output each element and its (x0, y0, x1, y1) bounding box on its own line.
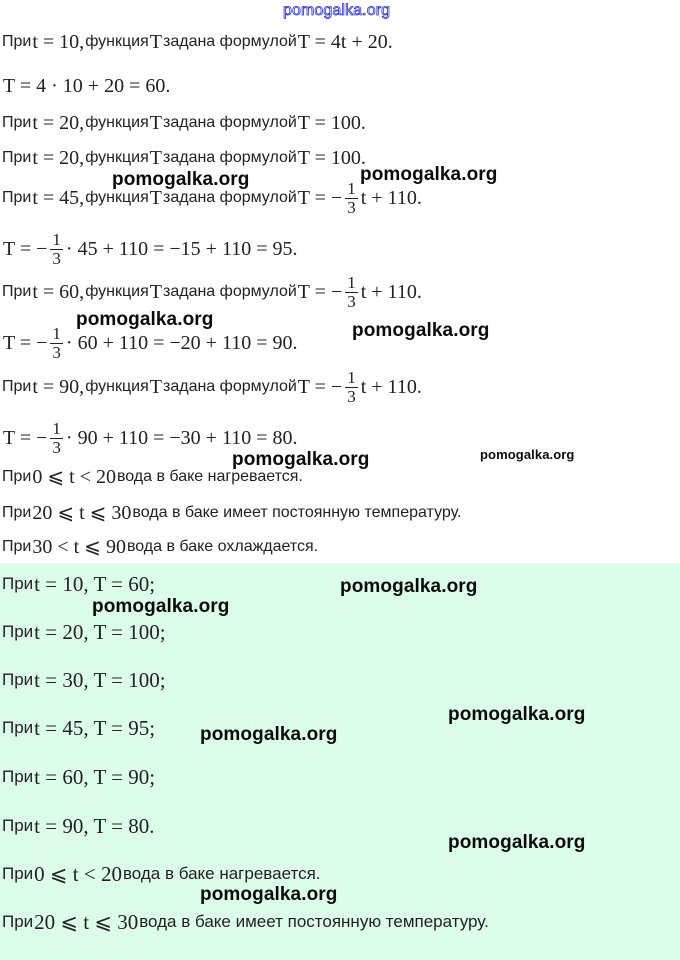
formula: 0 ⩽ t < 20 (34, 862, 122, 886)
text: вода в баке имеет постоянную температуру. (132, 504, 462, 521)
watermark: pomogalka.org (200, 884, 338, 905)
formula: T = − (3, 427, 48, 449)
text: задана формулой (163, 149, 297, 166)
numerator: 1 (52, 418, 61, 438)
solution-line-12 (2, 503, 461, 523)
formula: T = − (3, 332, 48, 354)
solution-line-9 (2, 367, 423, 407)
formula: T (149, 31, 162, 53)
text: При (2, 622, 34, 641)
text: задана формулой (163, 283, 297, 300)
watermark-top: pomogalka.org (283, 2, 391, 19)
formula: t = 30, T = 100; (34, 668, 166, 692)
denominator: 3 (52, 248, 61, 268)
text: При (2, 468, 32, 485)
numerator: 1 (347, 272, 356, 292)
solution-line-4 (2, 148, 367, 168)
formula: t = 10, (32, 31, 85, 53)
text: вода в баке имеет постоянную температуру. (139, 912, 489, 931)
fraction (50, 325, 63, 362)
answer-line-6 (2, 816, 156, 836)
watermark: pomogalka.org (340, 576, 478, 597)
numerator: 1 (52, 323, 61, 343)
formula: T = − (297, 187, 343, 209)
formula: t = 20, T = 100; (34, 620, 166, 644)
formula: T = − (297, 376, 343, 398)
text: функция (85, 189, 149, 206)
fraction (50, 231, 63, 268)
text: При (2, 504, 32, 521)
formula: t = 10, T = 60; (34, 572, 156, 596)
formula: T = 4 · 10 + 20 = 60. (3, 75, 171, 97)
formula: t + 110. (360, 281, 422, 303)
text: При (2, 574, 34, 593)
formula: T (149, 147, 162, 169)
text: функция (85, 33, 149, 50)
watermark: pomogalka.org (360, 164, 498, 185)
watermark: pomogalka.org (448, 704, 586, 725)
formula: · 60 + 110 = −20 + 110 = 90. (65, 332, 298, 354)
text: При (2, 816, 34, 835)
text: задана формулой (163, 378, 297, 395)
formula: T (149, 376, 162, 398)
formula: t = 45, (32, 187, 85, 209)
formula: T = 4t + 20. (297, 31, 393, 53)
formula: T = 100. (297, 147, 366, 169)
solution-line-6 (2, 229, 299, 269)
text: функция (85, 149, 149, 166)
text: При (2, 912, 34, 931)
watermark: pomogalka.org (92, 596, 230, 617)
denominator: 3 (347, 291, 356, 311)
text: При (2, 149, 32, 166)
answer-line-7 (2, 864, 321, 884)
formula: 20 ⩽ t ⩽ 30 (32, 502, 132, 524)
watermark: pomogalka.org (352, 320, 490, 341)
watermark: pomogalka.org (232, 449, 370, 470)
numerator: 1 (347, 178, 356, 198)
formula: · 45 + 110 = −15 + 110 = 95. (65, 238, 298, 260)
denominator: 3 (347, 197, 356, 217)
formula: t = 60, (32, 281, 85, 303)
watermark: pomogalka.org (480, 447, 575, 462)
text: При (2, 114, 32, 131)
formula: T = − (297, 281, 343, 303)
answer-line-3 (2, 670, 167, 690)
formula: t + 110. (360, 376, 422, 398)
formula: t = 90, T = 80. (34, 814, 155, 838)
text: При (2, 670, 34, 689)
solution-line-13 (2, 537, 318, 557)
formula: T (149, 187, 162, 209)
formula: T (149, 281, 162, 303)
solution-line-7 (2, 272, 423, 312)
formula: 20 ⩽ t ⩽ 30 (34, 910, 139, 934)
formula: t = 45, T = 95; (34, 716, 156, 740)
denominator: 3 (347, 386, 356, 406)
fraction (345, 274, 358, 311)
text: задана формулой (163, 189, 297, 206)
fraction (345, 180, 358, 217)
formula: T (149, 112, 162, 134)
text: При (2, 864, 34, 883)
text: задана формулой (163, 33, 297, 50)
text: задана формулой (163, 114, 297, 131)
numerator: 1 (347, 367, 356, 387)
solution-line-3 (2, 113, 367, 133)
formula: t = 20, (32, 147, 85, 169)
text: функция (85, 378, 149, 395)
solution-line-2 (2, 76, 171, 96)
numerator: 1 (52, 229, 61, 249)
answer-line-5 (2, 767, 156, 787)
answer-line-1 (2, 574, 156, 594)
denominator: 3 (52, 437, 61, 457)
fraction (50, 420, 63, 457)
formula: t = 20, (32, 112, 85, 134)
formula: 0 ⩽ t < 20 (32, 466, 116, 488)
formula: t = 90, (32, 376, 85, 398)
text: При (2, 378, 32, 395)
denominator: 3 (52, 342, 61, 362)
text: При (2, 283, 32, 300)
formula: T = 100. (297, 112, 366, 134)
watermark: pomogalka.org (112, 169, 250, 190)
text: функция (85, 283, 149, 300)
text: При (2, 538, 32, 555)
text: функция (85, 114, 149, 131)
text: При (2, 718, 34, 737)
fraction (345, 369, 358, 406)
solution-line-1 (2, 32, 394, 52)
formula: 30 < t ⩽ 90 (32, 536, 126, 558)
text: При (2, 767, 34, 786)
formula: t + 110. (360, 187, 422, 209)
watermark: pomogalka.org (76, 309, 214, 330)
formula: T = − (3, 238, 48, 260)
watermark: pomogalka.org (200, 724, 338, 745)
text: вода в баке нагревается. (122, 864, 321, 883)
formula: · 90 + 110 = −30 + 110 = 80. (65, 427, 298, 449)
answer-line-4 (2, 718, 156, 738)
watermark: pomogalka.org (448, 832, 586, 853)
text: вода в баке нагревается. (116, 468, 303, 485)
answer-line-8 (2, 912, 489, 932)
text: вода в баке охлаждается. (126, 538, 319, 555)
formula: t = 60, T = 90; (34, 765, 156, 789)
text: При (2, 33, 32, 50)
answer-line-2 (2, 622, 167, 642)
text: При (2, 189, 32, 206)
